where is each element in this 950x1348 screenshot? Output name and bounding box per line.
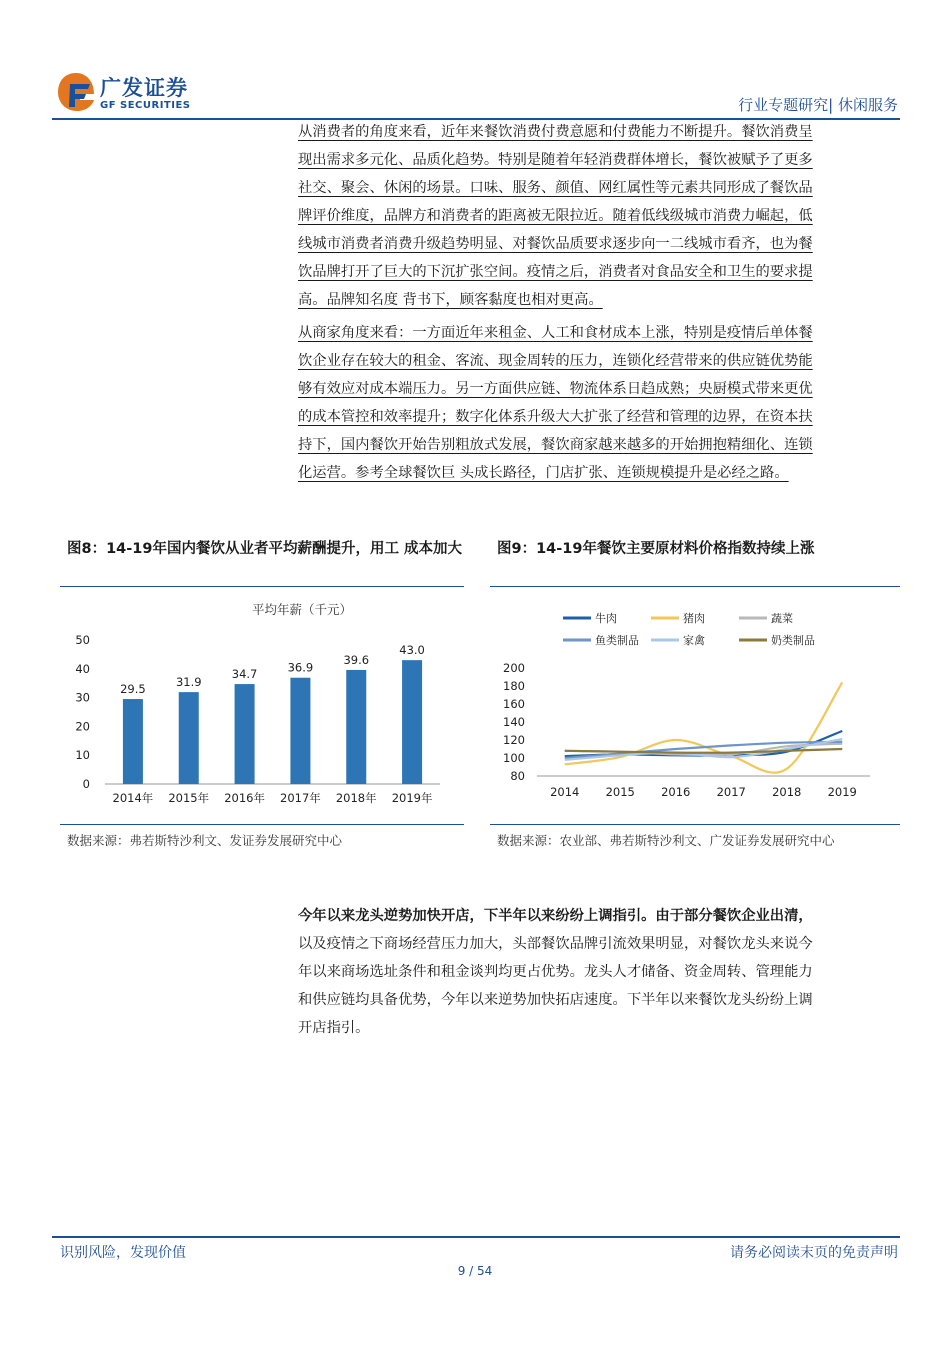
bar	[123, 699, 143, 784]
report-category: 行业专题研究| 休闲服务	[738, 96, 898, 114]
legend-label: 鱼类制品	[595, 634, 639, 647]
bar	[290, 678, 310, 784]
figure-9-title: 图9：14-19年餐饮主要原材料价格指数持续上涨	[497, 541, 815, 557]
paragraph-line: 够有效应对成本端压力。另一方面供应链、物流体系日趋成熟；央厨模式带来更优	[298, 381, 813, 397]
legend-label: 牛肉	[595, 612, 617, 625]
figure-8-bottom-rule	[60, 824, 464, 825]
y-tick-label: 180	[503, 679, 525, 693]
paragraph-line: 牌评价维度，品牌方和消费者的距离被无限拉近。随着低线级城市消费力崛起，低	[298, 208, 813, 224]
bar	[235, 684, 255, 784]
legend-label: 蔬菜	[771, 612, 793, 625]
legend-label: 家禽	[683, 634, 705, 647]
bar	[346, 670, 366, 784]
figure-9-bottom-rule	[490, 824, 900, 825]
x-tick-label: 2016	[661, 785, 691, 799]
paragraph-line: 饮品牌打开了巨大的下沉扩张空间。疫情之后，消费者对食品安全和卫生的要求提	[298, 264, 813, 280]
legend-label: 奶类制品	[771, 634, 815, 647]
logo-mark-icon	[56, 70, 96, 114]
logo-chinese-name: 广发证券	[100, 76, 188, 100]
paragraph-line: 社交、聚会、休闲的场景。口味、服务、颜值、网红属性等元素共同形成了餐饮品	[298, 180, 813, 196]
y-tick-label: 100	[503, 751, 525, 765]
x-tick-label: 2014年	[112, 791, 154, 805]
paragraph-line: 从商家角度来看：一方面近年来租金、人工和食材成本上涨，特别是疫情后单体餐	[298, 325, 813, 341]
y-tick-label: 140	[503, 715, 525, 729]
page-number: 9 / 54	[457, 1264, 493, 1278]
y-tick-label: 200	[503, 661, 525, 675]
figure-8-title: 图8：14-19年国内餐饮从业者平均薪酬提升，用工 成本加大	[67, 541, 463, 557]
paragraph-line: 持下，国内餐饮开始告别粗放式发展，餐饮商家越来越多的开始拥抱精细化、连锁	[298, 437, 813, 453]
y-tick-label: 30	[75, 690, 90, 705]
bar-value-label: 34.7	[231, 667, 258, 682]
paragraph-line: 现出需求多元化、品质化趋势。特别是随着年轻消费群体增长，餐饮被赋予了更多	[298, 152, 813, 168]
price-index-line-chart	[490, 590, 900, 820]
x-tick-label: 2017	[716, 785, 746, 799]
bar	[179, 692, 199, 784]
bar-value-label: 31.9	[175, 675, 202, 690]
x-tick-label: 2017年	[280, 791, 321, 805]
bar-value-label: 39.6	[343, 652, 370, 667]
series-line	[565, 682, 843, 772]
paragraph-consumer-view	[298, 118, 900, 314]
figure-9-source: 数据来源：农业部、弗若斯特沙利文、广发证券发展研究中心	[497, 833, 835, 848]
x-tick-label: 2015年	[168, 791, 210, 805]
legend-label: 猪肉	[683, 612, 705, 625]
y-tick-label: 0	[82, 777, 90, 791]
company-logo	[56, 68, 216, 118]
paragraph-line: 的成本管控和效率提升；数字化体系升级大大扩张了经营和管理的边界，在资本扶	[298, 409, 813, 425]
y-tick-label: 160	[503, 697, 525, 711]
x-tick-label: 2018年	[335, 791, 377, 805]
x-tick-label: 2019年	[391, 791, 433, 805]
footer-slogan: 识别风险，发现价值	[60, 1245, 186, 1261]
paragraph-line: 线城市消费者消费升级趋势明显、对餐饮品质要求逐步向一二线城市看齐，也为餐	[298, 236, 813, 252]
footer-disclaimer-note: 请务必阅读末页的免责声明	[730, 1245, 898, 1261]
y-tick-label: 10	[75, 748, 90, 763]
paragraph-line: 和供应链均具备优势，今年以来逆势加快拓店速度。下半年以来餐饮龙头纷纷上调	[298, 992, 813, 1008]
y-tick-label: 80	[510, 769, 525, 783]
paragraph-leaders-expansion	[298, 902, 900, 1042]
figure-9-top-rule	[490, 586, 900, 587]
bar	[402, 660, 422, 784]
y-tick-label: 20	[75, 719, 90, 734]
paragraph-line: 今年以来龙头逆势加快开店，下半年以来纷纷上调指引。由于部分餐饮企业出清，	[298, 908, 813, 924]
paragraph-line: 年以来商场选址条件和租金谈判均更占优势。龙头人才储备、资金周转、管理能力	[298, 964, 813, 980]
footer-divider	[52, 1236, 900, 1238]
salary-bar-chart	[60, 590, 464, 820]
bar-value-label: 36.9	[287, 660, 314, 675]
paragraph-line: 化运营。参考全球餐饮巨 头成长路径，门店扩张、连锁规模提升是必经之路。	[298, 465, 789, 481]
chart-title: 平均年薪（千元）	[251, 602, 353, 617]
x-tick-label: 2015	[605, 785, 635, 799]
bar-value-label: 43.0	[399, 643, 425, 658]
paragraph-line: 高。品牌知名度 背书下，顾客黏度也相对更高。	[298, 292, 603, 308]
paragraph-merchant-view	[298, 319, 900, 487]
x-tick-label: 2018	[772, 785, 802, 799]
paragraph-line: 饮企业存在较大的租金、客流、现金周转的压力，连锁化经营带来的供应链优势能	[298, 353, 813, 369]
figure-8-top-rule	[60, 586, 464, 587]
x-tick-label: 2016年	[224, 791, 265, 805]
paragraph-line: 以及疫情之下商场经营压力加大，头部餐饮品牌引流效果明显，对餐饮龙头来说今	[298, 936, 813, 952]
paragraph-line: 开店指引。	[298, 1020, 370, 1036]
x-tick-label: 2019	[827, 785, 857, 799]
figure-8-source: 数据来源：弗若斯特沙利文、发证券发展研究中心	[67, 833, 343, 848]
bar-value-label: 29.5	[120, 682, 146, 697]
logo-english-name: GF SECURITIES	[100, 100, 191, 111]
y-tick-label: 120	[503, 733, 525, 747]
y-tick-label: 40	[75, 661, 90, 676]
paragraph-line: 从消费者的角度来看，近年来餐饮消费付费意愿和付费能力不断提升。餐饮消费呈	[298, 124, 813, 140]
y-tick-label: 50	[75, 633, 90, 647]
x-tick-label: 2014	[550, 785, 580, 799]
